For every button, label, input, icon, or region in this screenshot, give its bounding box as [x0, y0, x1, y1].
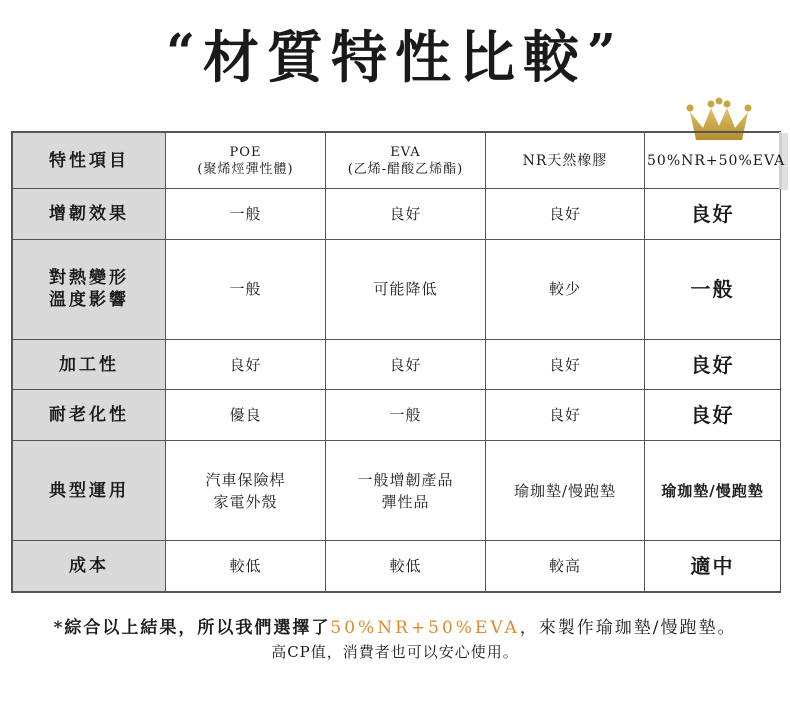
table-row	[13, 541, 781, 592]
cell-eva: 一般增韌產品 彈性品	[326, 441, 486, 541]
table-header-row	[13, 133, 781, 189]
table-row	[13, 441, 781, 541]
cell-poe: 良好	[166, 339, 326, 390]
conclusion-suffix: ，來製作瑜珈墊/慢跑墊。	[519, 618, 737, 638]
cell-eva: 良好	[326, 339, 486, 390]
cell-nr: 良好	[486, 390, 645, 441]
table-row	[13, 189, 781, 240]
cell-poe: 優良	[166, 390, 326, 441]
cell-nr: 良好	[486, 339, 645, 390]
page-title	[0, 18, 790, 98]
cell-poe: 一般	[166, 189, 326, 240]
table-row	[13, 339, 781, 390]
cell-nr: 良好	[486, 189, 645, 240]
cell-nr: 較高	[486, 541, 645, 592]
row-label: 成本	[13, 541, 166, 592]
conclusion-note	[0, 616, 790, 664]
cell-poe: 較低	[166, 541, 326, 592]
cell-poe: 一般	[166, 239, 326, 339]
header-property: 特性項目	[13, 133, 166, 189]
cell-eva: 可能降低	[326, 239, 486, 339]
cell-eva: 一般	[326, 390, 486, 441]
cell-blend: 良好	[645, 339, 781, 390]
cell-blend: 適中	[645, 541, 781, 592]
comparison-table	[11, 131, 786, 593]
table-row	[13, 239, 781, 339]
row-label: 典型運用	[13, 441, 166, 541]
title-text: 材質特性比較	[203, 25, 587, 91]
cell-eva: 良好	[326, 189, 486, 240]
header-poe: POE (聚烯烴彈性體)	[166, 133, 326, 189]
cell-blend: 良好	[645, 390, 781, 441]
row-label: 對熱變形 溫度影響	[13, 239, 166, 339]
chosen-material-highlight: 50%NR+50%EVA	[330, 618, 520, 638]
row-label: 加工性	[13, 339, 166, 390]
cell-nr: 較少	[486, 239, 645, 339]
cell-nr: 瑜珈墊/慢跑墊	[486, 441, 645, 541]
table-row	[13, 390, 781, 441]
conclusion-prefix: *綜合以上結果，所以我們選擇了	[53, 618, 331, 638]
cell-blend: 良好	[645, 189, 781, 240]
row-label: 耐老化性	[13, 390, 166, 441]
open-quote: “	[166, 22, 203, 81]
row-label: 增韌效果	[13, 189, 166, 240]
header-eva: EVA (乙烯-醋酸乙烯酯)	[326, 133, 486, 189]
conclusion-line-1	[0, 616, 790, 640]
close-quote: ”	[587, 22, 624, 81]
cell-eva: 較低	[326, 541, 486, 592]
header-blend: 50%NR+50%EVA	[645, 133, 781, 189]
cell-poe: 汽車保險桿 家電外殼	[166, 441, 326, 541]
header-nr: NR天然橡膠	[486, 133, 645, 189]
cell-blend: 一般	[645, 239, 781, 339]
cell-blend: 瑜珈墊/慢跑墊	[645, 441, 781, 541]
conclusion-line-2: 高CP值，消費者也可以安心使用。	[271, 643, 519, 661]
